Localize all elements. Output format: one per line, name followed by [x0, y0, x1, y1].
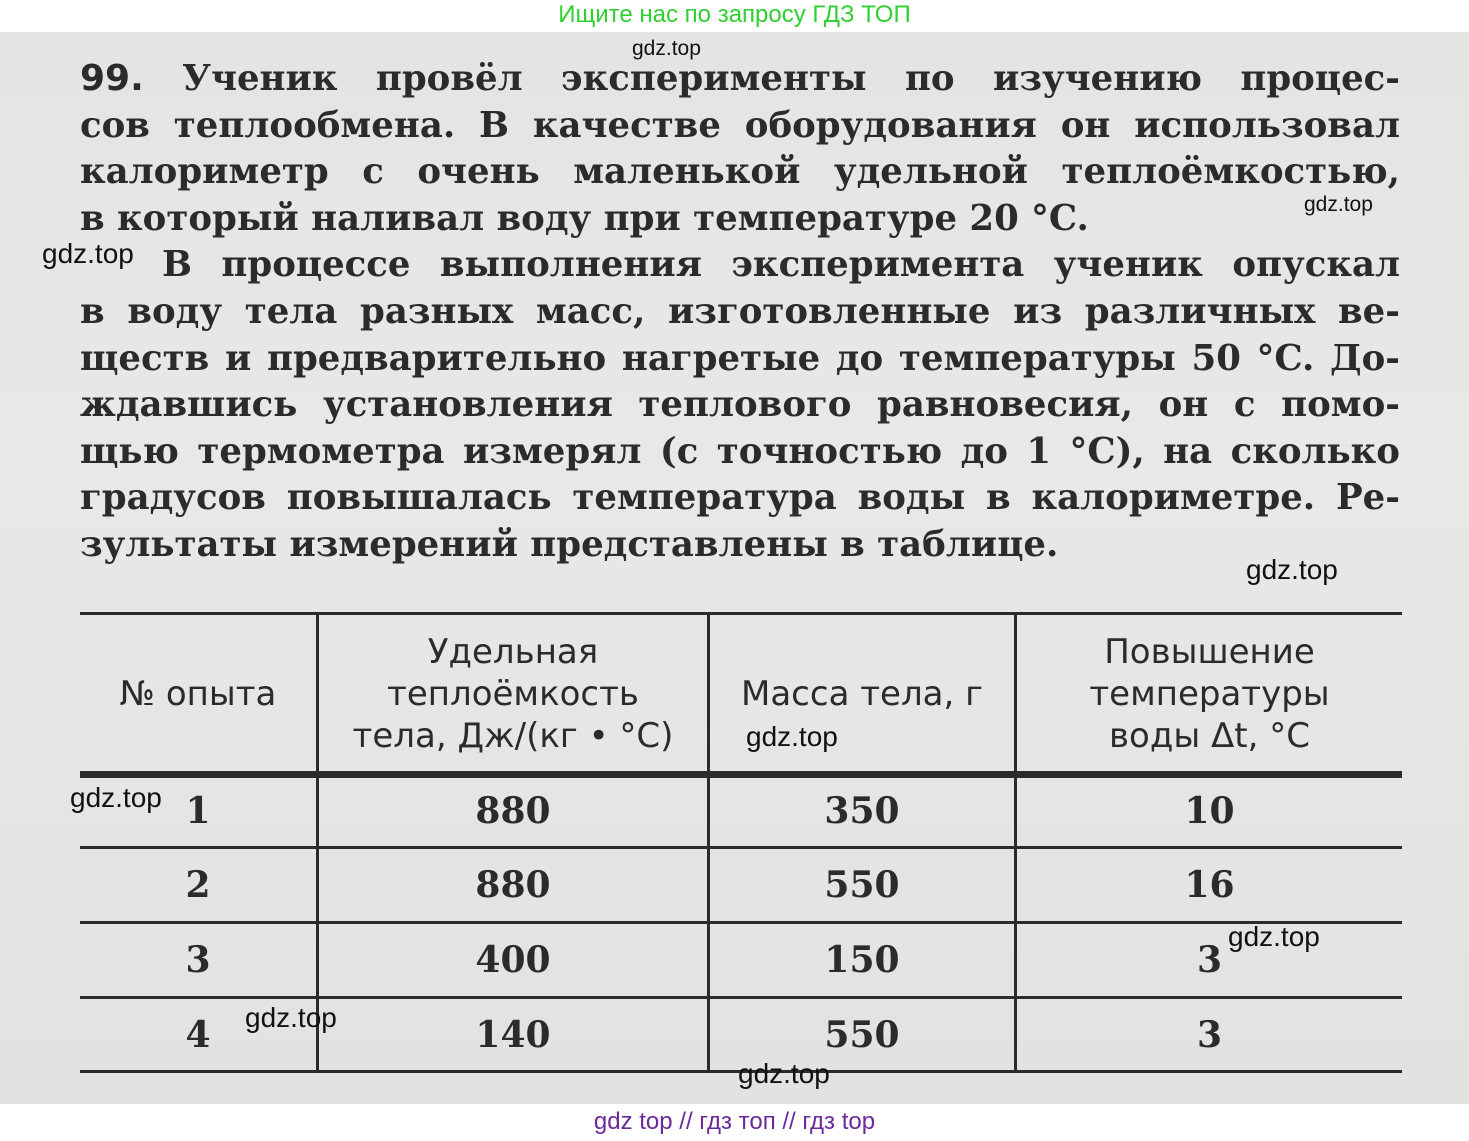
watermark: gdz.top — [42, 238, 134, 269]
header-experiment-number — [80, 615, 316, 773]
watermark: gdz.top — [1304, 193, 1373, 216]
watermark: gdz.top — [738, 1058, 830, 1089]
bottom-banner[interactable]: gdz top // гдз топ // гдз top — [593, 1108, 876, 1135]
problem-line-4: в который наливал воду при температуре 20 °C. — [80, 197, 1089, 239]
table-cell: 2 — [185, 864, 211, 906]
table-cell: 550 — [824, 1014, 900, 1056]
problem-line-10: градусов повышалась температура воды в калориметре. Ре- — [80, 477, 1400, 519]
table-cell: 880 — [475, 790, 551, 832]
header-text: Повышение — [1104, 632, 1315, 672]
problem-line-5: В процессе выполнения эксперимента ученик опускал — [162, 244, 1400, 286]
watermark: gdz.top — [632, 37, 701, 60]
problem-line-7: ществ и предварительно нагретые до температуры 50 °C. До- — [80, 337, 1400, 379]
watermark: gdz.top — [245, 1002, 337, 1033]
table-cell: 400 — [475, 939, 551, 981]
watermark: gdz.top — [1246, 554, 1338, 585]
table-cell: 880 — [475, 864, 551, 906]
table-cell: 3 — [1196, 1014, 1223, 1056]
header-specific-heat — [319, 615, 707, 773]
table-cell: 3 — [1196, 939, 1223, 981]
problem-line-8: ждавшись установления теплового равновесия, он с помо- — [80, 384, 1400, 426]
table-cell: 4 — [185, 1014, 211, 1056]
header-text: Масса тела, г — [741, 674, 983, 714]
problem-line-text: Ученик провёл эксперименты по изучению процес- — [182, 58, 1400, 99]
watermark: gdz.top — [1228, 921, 1320, 952]
problem-line-9: щью термометра измерял (с точностью до 1 °C), на сколько — [80, 430, 1400, 472]
problem-line-3: калориметр с очень маленькой удельной теплоёмкостью, — [80, 151, 1400, 193]
problem-line-1 — [80, 56, 1400, 103]
watermark: gdz.top — [70, 782, 162, 813]
table-cell: 550 — [824, 864, 900, 906]
watermark: gdz.top — [746, 721, 838, 752]
header-text: теплоёмкость — [387, 674, 639, 714]
table-cell: 16 — [1184, 864, 1235, 906]
header-text: № опыта — [119, 674, 277, 714]
problem-line-11: зультаты измерений представлены в таблице. — [80, 523, 1059, 565]
table-cell: 10 — [1184, 790, 1235, 832]
table-cell: 3 — [185, 939, 211, 981]
table-cell: 1 — [185, 790, 211, 832]
problem-text — [80, 56, 1400, 569]
header-temperature-rise — [1017, 615, 1402, 773]
header-text: воды Δt, °C — [1109, 716, 1310, 756]
problem-number: 99. — [80, 58, 144, 99]
top-banner[interactable]: Ищите нас по запросу ГДЗ ТОП — [558, 1, 911, 28]
header-text: Удельная — [427, 632, 599, 672]
table-cell: 150 — [824, 939, 900, 981]
problem-line-6: в воду тела разных масс, изготовленные из различных ве- — [80, 290, 1400, 332]
table-cell: 140 — [475, 1014, 551, 1056]
table-cell: 350 — [824, 790, 900, 832]
header-text: тела, Дж/(кг • °C) — [352, 716, 674, 756]
problem-line-2: сов теплообмена. В качестве оборудования он использовал — [80, 104, 1400, 146]
header-text: температуры — [1089, 674, 1330, 714]
